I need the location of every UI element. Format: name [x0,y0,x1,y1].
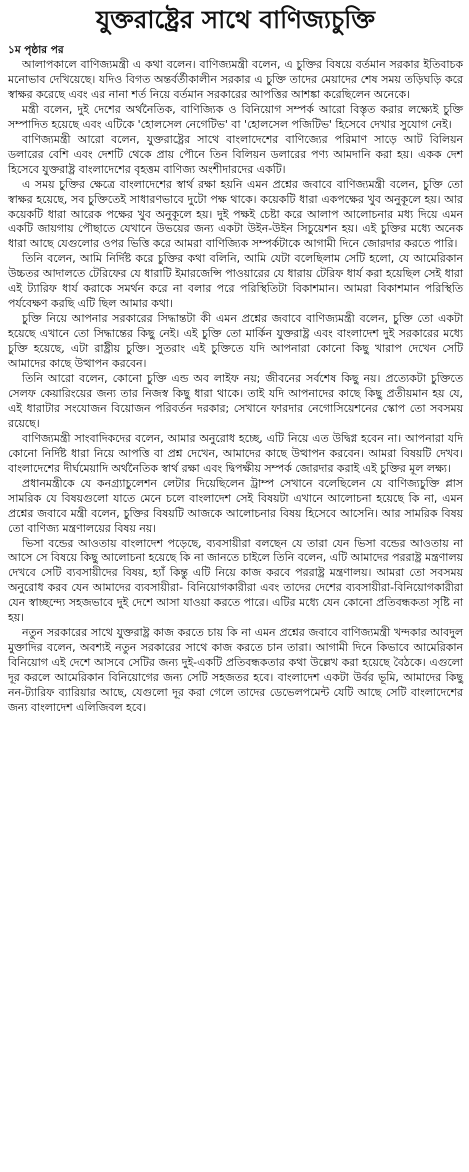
article-paragraph: প্রধানমন্ত্রীকে যে কনগ্র্যাচুলেশন লেটার দিয়েছিলেন ট্রাম্প সেখানে বলেছিলেন যে বাণিজ্যচুক্তি প্লাস সামরিক যে বিষয়গুলো যাতে মেনে চলে বাংলাদেশ সেই বিষয়টা এখানে আলোচনা হয়েছে কি না, এমন প্রশ্নের জবাবে মন্ত্রী বলেন, চুক্তির বিষয়টি আজকে আলোচনার বিষয় হিসেবে আসেনি। আর সামরিক বিষয় তো বাণিজ্য মন্ত্রণালয়ের বিষয় নয়। [8,476,463,535]
article-paragraph: তিনি বলেন, আমি নির্দিষ্ট করে চুক্তির কথা বলিনি, আমি যেটা বলেছিলাম সেটি হলো, যে আমেরিকান উচ্চতর আদালতে টেরিফের যে ধারাটি ইমারজেন্সি পাওয়ারের যে ধারায় টেরিফ ধার্য করা হয়েছিল সেই ধারা এই ট্যারিফ ধার্য করাকে সমর্থন করে না বলার পরে পরিস্থিতিটা বিকাশমান। আমরা বিকাশমান পরিস্থিতি পর্যবেক্ষণ করছি এটি ছিল আমার কথা। [8,252,463,311]
article-paragraph: এ সময় চুক্তির ক্ষেত্রে বাংলাদেশের স্বার্থ রক্ষা হয়নি এমন প্রশ্নের জবাবে বাণিজ্যমন্ত্রী বলেন, চুক্তি তো স্বাক্ষর হয়েছে, সব চুক্তিতেই সাধারণভাবে দুটো পক্ষ থাকে। কয়েকটি ধারা একপক্ষের খুব অনুকূলে হয়। আর কয়েকটি ধারা আরেক পক্ষের খুব অনুকূলে হয়। দুই পক্ষই চেষ্টা করে আলাপ আলোচনার মধ্য দিয়ে এমন একটি জায়গায় পৌছাতে যেখানে উভয়ের জন্য একটা উইন-উইন সিচুয়েশন হয়। এই চুক্তির মধ্যে অনেক ধারা আছে যেগুলোর ওপর ভিত্তি করে আমরা বাণিজ্যিক সম্পর্কটাকে আগামী দিনে জোরদার করতে পারি। [8,177,463,251]
article-body [8,58,463,716]
article-paragraph: মন্ত্রী বলেন, দুই দেশের অর্থনৈতিক, বাণিজ্যিক ও বিনিয়োগ সম্পর্ক আরো বিস্তৃত করার লক্ষ্যেই চুক্তি সম্পাদিত হয়েছে এবং এটিকে 'হোলসেল নেগেটিভ' বা 'হোলসেল পজিটিভ' হিসেবে দেখার সুযোগ নেই। [8,102,463,131]
article-paragraph: বাণিজ্যমন্ত্রী সাংবাদিকদের বলেন, আমার অনুরোধ হচ্ছে, এটি নিয়ে এত উদ্বিগ্ন হবেন না। আপনারা যদি কোনো নির্দিষ্ট ধারা নিয়ে আপত্তি বা প্রশ্ন দেখেন, আমাদের কাছে উত্থাপন করবেন। আমরা বিষয়টি দেখব। বাংলাদেশের দীর্ঘমেয়াদি অর্থনৈতিক স্বার্থ রক্ষা এবং দ্বিপক্ষীয় সম্পর্ক জোরদার করাই এই চুক্তির মূল লক্ষ্য। [8,431,463,475]
article-paragraph: চুক্তি নিয়ে আপনার সরকারের সিদ্ধান্তটা কী এমন প্রশ্নের জবাবে বাণিজ্যমন্ত্রী বলেন, চুক্তি তো একটা হয়েছে এখানে তো সিদ্ধান্তের কিছু নেই। এই চুক্তি তো মার্কিন যুক্তরাষ্ট্র এবং বাংলাদেশ দুই সরকারের মধ্যে চুক্তি হয়েছে, এটা রাষ্ট্রীয় চুক্তি। সুতরাং এই চুক্তিতে যদি আপনারা কোনো কিছু খারাপ দেখেন সেটি আমাদের কাছে উত্থাপন করবেন। [8,312,463,371]
article-paragraph: তিনি আরো বলেন, কোনো চুক্তি এন্ড অব লাইফ নয়; জীবনের সর্বশেষ কিছু নয়। প্রত্যেকটা চুক্তিতে সেলফ কেয়ারিংয়ের জন্য তার নিজস্ব কিছু ধারা থাকে। তাই যদি আপনাদের কাছে কিছু প্রতীয়মান হয় যে, এই ধারাটার সংযোজন বিয়োজন পরিবর্তন দরকার; সেখানে ফারদার নেগোসিয়েশনের স্কোপ তো সবসময় রয়েছে। [8,372,463,430]
article-paragraph: আলাপকালে বাণিজ্যমন্ত্রী এ কথা বলেন। বাণিজ্যমন্ত্রী বলেন, এ চুক্তির বিষয়ে বর্তমান সরকার ইতিবাচক মনোভাব দেখিয়েছে। যদিও বিগত অন্তর্বর্তীকালীন সরকার এ চুক্তি তাদের মেয়াদের শেষ সময় তড়িঘড়ি করে স্বাক্ষর করেছে এবং এর নানা শর্ত নিয়ে বর্তমান সরকারের আপত্তির আশঙ্কা করেছিলেন অনেকে। [8,58,463,101]
article-paragraph: বাণিজ্যমন্ত্রী আরো বলেন, যুক্তরাষ্ট্রের সাথে বাংলাদেশের বাণিজ্যের পরিমাণ সাড়ে আট বিলিয়ন ডলারের বেশি এবং দেশটি থেকে প্রায় পৌনে তিন বিলিয়ন ডলারের পণ্য আমদানি করা হয়। একক দেশ হিসেবে যুক্তরাষ্ট্র বাংলাদেশের বৃহত্তম বাণিজ্য অংশীদারদের একটি। [8,132,463,176]
article-paragraph: নতুন সরকারের সাথে যুক্তরাষ্ট্র কাজ করতে চায় কি না এমন প্রশ্নের জবাবে বাণিজ্যমন্ত্রী খন্দকার আবদুল মুক্তাদির বলেন, অবশ্যই নতুন সরকারের সাথে কাজ করতে চান তারা। আগামী দিনে কিভাবে আমেরিকান বিনিয়োগ এই দেশে আসবে সেটির জন্য দুই-একটি প্রতিবন্ধকতার কথা উল্লেখ করা হয়েছে বৈঠকে। এগুলো দূর করলে আমেরিকান বিনিয়োগের জন্য সেটি সহজতর হবে। বাংলাদেশ একটা উর্বর ভূমি, আমাদের কিছু নন-ট্যারিফ ব্যারিয়ার আছে, যেগুলো দূর করা গেলে তাদের ডেভেলপমেন্ট যেটি আছে সেটি বাংলাদেশের জন্য বাংলাদেশ এলিজিবল হবে। [8,626,463,714]
article-headline: যুক্তরাষ্ট্রের সাথে বাণিজ্যচুক্তি [95,5,376,34]
article-paragraph: ভিসা বন্ডের আওতায় বাংলাদেশ পড়েছে, ব্যবসায়ীরা বলছেন যে তারা যেন ভিসা বন্ডের আওতায় না আসে সে বিষয়ে কিছু আলোচনা হয়েছে কি না জানতে চাইলে তিনি বলেন, এটি আমাদের পররাষ্ট্র মন্ত্রণালয় দেখবে সেটি ব্যবসায়ীদের বিষয়, হ্যাঁ কিন্তু এটি নিয়ে কাজ করবে পররাষ্ট্র মন্ত্রণালয়। আমরা তো সবসময় অনুরোধ করব যেন আমাদের ব্যবসায়ীরা- বিনিয়োগকারীরা এবং তাদের দেশের ব্যবসায়ীরা-বিনিয়োগকারীরা যেন স্বাচ্ছন্দ্যে সহজভাবে দুই দেশে আসা যাওয়া করতে পারে। এটির মধ্যে যেন কোনো প্রতিবন্ধকতা সৃষ্টি না হয়। [8,536,463,625]
page-continuation-label: ১ম পৃষ্ঠার পর [8,44,64,56]
